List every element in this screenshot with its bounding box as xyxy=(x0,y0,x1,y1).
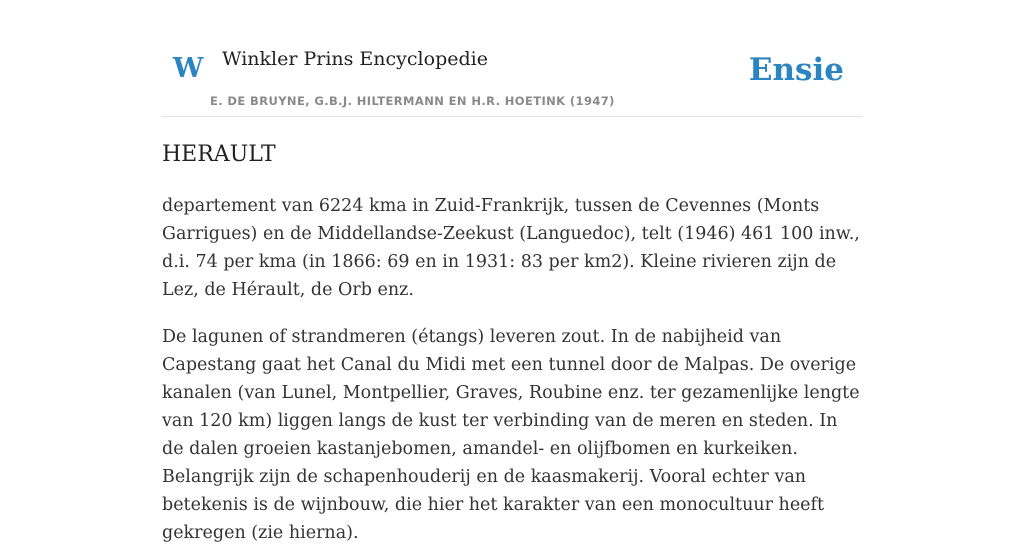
site-header xyxy=(162,0,862,117)
article-paragraph: De lagunen of strandmeren (étangs) leveren zout. In de nabijheid van Capestang gaat het Canal du Midi met een tunnel door de Malpas. De overige kanalen (van Lunel, Montpellier, Graves, Roubine enz. ter gezamenlijke lengte van 120 km) liggen langs de kust ter verbinding van de meren en steden. In de dalen groeien kastanjebomen, amandel- en olijfbomen en kurkeiken. Belangrijk zijn de schapenhouderij en de kaasmakerij. Vooral echter van betekenis is de wijnbouw, die hier het karakter van een monocultuur heeft gekregen (zie hierna). xyxy=(162,327,860,543)
article xyxy=(162,138,862,547)
publication-title[interactable]: Winkler Prins Encyclopedie xyxy=(222,48,488,70)
ensie-brand-logo[interactable]: Ensie xyxy=(748,52,844,88)
article-paragraph: departement van 6224 kma in Zuid-Frankrijk, tussen de Cevennes (Monts Garrigues) en de Middellandse-Zeekust (Languedoc), telt (1946) 461 100 inw., d.i. 74 per kma (in 1866: 69 en in 1931: 83 per km2). Kleine rivieren zijn de Lez, de Hérault, de Orb enz. xyxy=(162,196,860,300)
publication-authors: E. DE BRUYNE, G.B.J. HILTERMANN EN H.R. HOETINK (1947) xyxy=(210,94,615,108)
publication-logo[interactable]: W xyxy=(173,53,204,84)
article-title: HERAULT xyxy=(162,142,276,167)
